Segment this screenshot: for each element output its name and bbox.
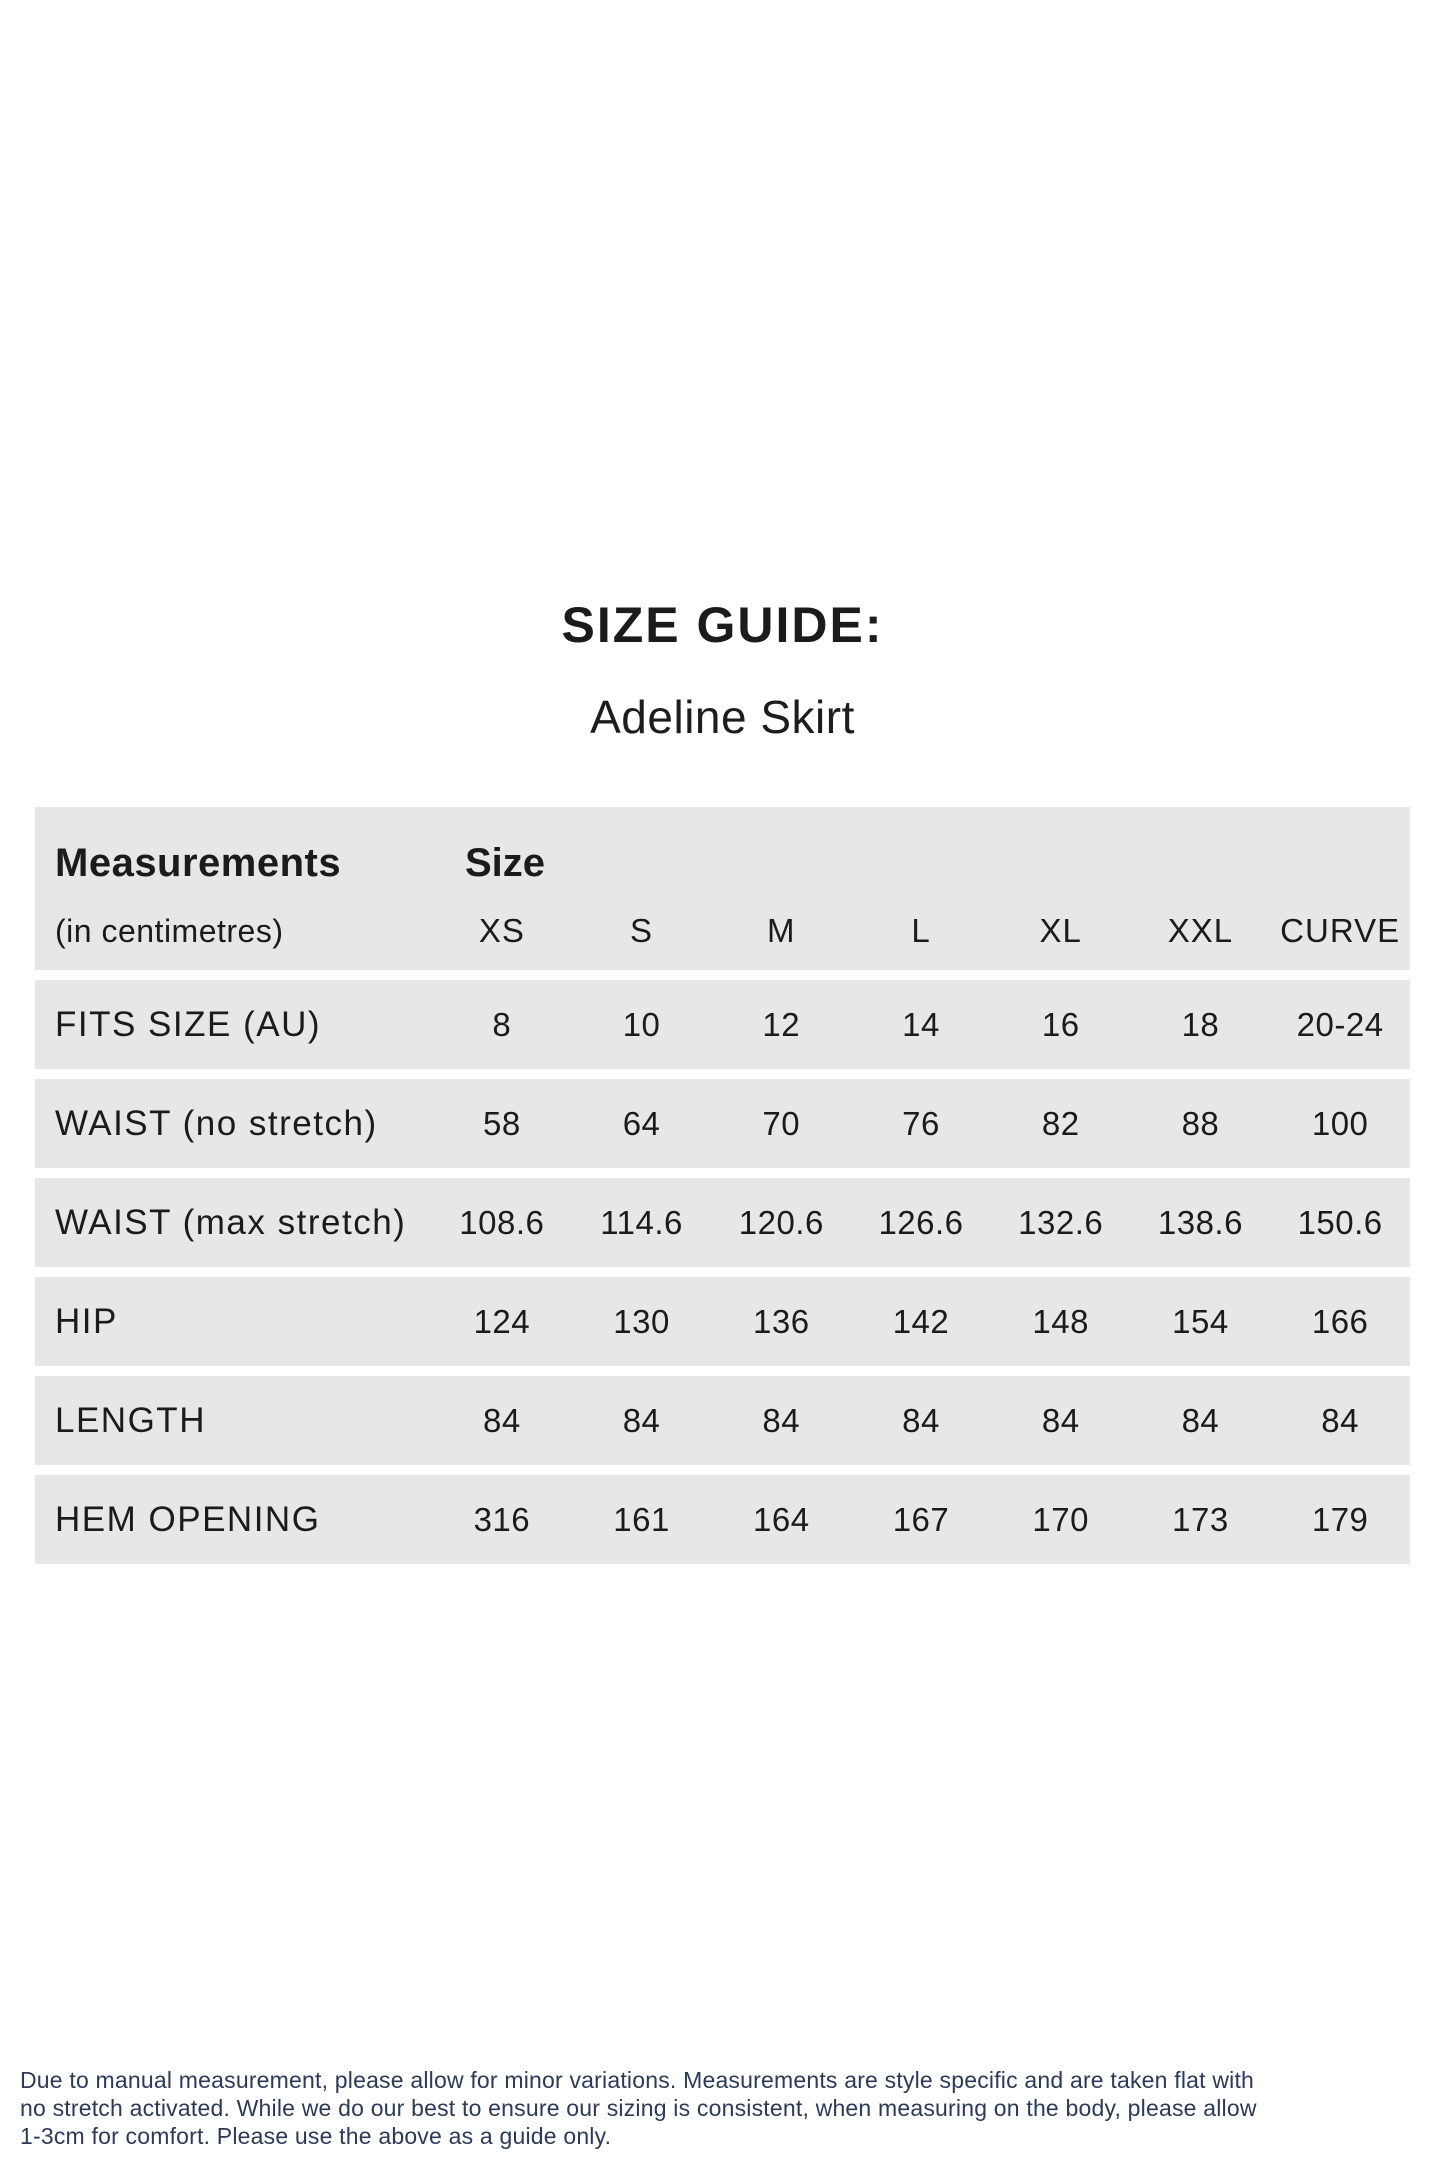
row-value: 64	[622, 1104, 661, 1142]
row-value: 100	[1311, 1104, 1369, 1142]
row-label: HIP	[55, 1301, 118, 1341]
row-label: FITS SIZE (AU)	[55, 1004, 321, 1044]
row-value: 8	[492, 1005, 512, 1043]
row-value: 76	[902, 1104, 940, 1142]
row-value: 108.6	[459, 1203, 545, 1241]
table-row	[35, 1178, 1410, 1267]
measurements-heading: Measurements	[55, 840, 342, 885]
size-table	[35, 807, 1410, 1574]
disclaimer-line: no stretch activated. While we do our best to ensure our sizing is consistent, when measuring on the body, please allow	[20, 2095, 1257, 2121]
row-value: 170	[1032, 1500, 1089, 1538]
row-value: 124	[473, 1302, 531, 1340]
disclaimer-line: Due to manual measurement, please allow for minor variations. Measurements are style specific and are taken flat with	[20, 2067, 1255, 2093]
row-value: 142	[892, 1302, 950, 1340]
row-value: 164	[753, 1500, 810, 1538]
page-title: SIZE GUIDE:	[561, 597, 884, 653]
size-table-body	[35, 980, 1410, 1564]
row-value: 166	[1311, 1302, 1369, 1340]
row-value: 70	[762, 1104, 801, 1142]
disclaimer	[20, 2066, 1430, 2150]
size-column-header-s: S	[630, 912, 654, 949]
row-value: 84	[1181, 1401, 1220, 1439]
size-table-header-row	[35, 807, 1410, 970]
row-value: 136	[753, 1302, 810, 1340]
table-row	[35, 980, 1410, 1069]
row-label: LENGTH	[55, 1400, 206, 1440]
row-value: 84	[902, 1401, 940, 1439]
row-value: 138.6	[1157, 1203, 1243, 1241]
size-column-header-curve: CURVE	[1280, 912, 1401, 949]
row-value: 148	[1032, 1302, 1089, 1340]
row-value: 10	[622, 1005, 661, 1043]
header-line-2	[35, 899, 1410, 963]
table-row	[35, 1079, 1410, 1168]
row-label: WAIST (max stretch)	[55, 1202, 407, 1242]
row-value: 179	[1311, 1500, 1369, 1538]
row-value: 84	[1321, 1401, 1359, 1439]
size-heading: Size	[465, 840, 546, 885]
row-value: 20-24	[1296, 1005, 1384, 1043]
row-value: 316	[473, 1500, 531, 1538]
header-line-1	[35, 827, 1410, 899]
row-value: 161	[613, 1500, 670, 1538]
row-value: 126.6	[878, 1203, 964, 1241]
size-column-header-xl: XL	[1039, 912, 1082, 949]
size-column-header-xxl: XXL	[1167, 912, 1234, 949]
row-label: WAIST (no stretch)	[55, 1103, 378, 1143]
row-value: 154	[1172, 1302, 1229, 1340]
table-row	[35, 1376, 1410, 1465]
row-value: 12	[762, 1005, 801, 1043]
size-column-header-m: M	[767, 912, 796, 949]
row-value: 150.6	[1297, 1203, 1383, 1241]
row-label: HEM OPENING	[55, 1499, 321, 1539]
table-row	[35, 1277, 1410, 1366]
row-value: 130	[613, 1302, 670, 1340]
size-column-header-xs: XS	[478, 912, 525, 949]
row-value: 84	[482, 1401, 521, 1439]
disclaimer-line: 1-3cm for comfort. Please use the above as a guide only.	[20, 2123, 612, 2149]
row-value: 88	[1181, 1104, 1220, 1142]
row-value: 84	[1041, 1401, 1080, 1439]
row-value: 114.6	[600, 1203, 683, 1241]
row-value: 18	[1181, 1005, 1220, 1043]
row-value: 58	[482, 1104, 521, 1142]
row-value: 16	[1041, 1005, 1080, 1043]
table-row	[35, 1475, 1410, 1564]
row-value: 82	[1041, 1104, 1080, 1142]
measurements-unit: (in centimetres)	[55, 912, 284, 949]
size-column-header-l: L	[911, 912, 931, 949]
row-value: 84	[762, 1401, 801, 1439]
row-value: 173	[1172, 1500, 1229, 1538]
row-value: 14	[902, 1005, 940, 1043]
row-value: 84	[622, 1401, 661, 1439]
row-value: 132.6	[1018, 1203, 1104, 1241]
product-name: Adeline Skirt	[590, 691, 855, 743]
row-value: 120.6	[738, 1203, 824, 1241]
row-value: 167	[892, 1500, 950, 1538]
